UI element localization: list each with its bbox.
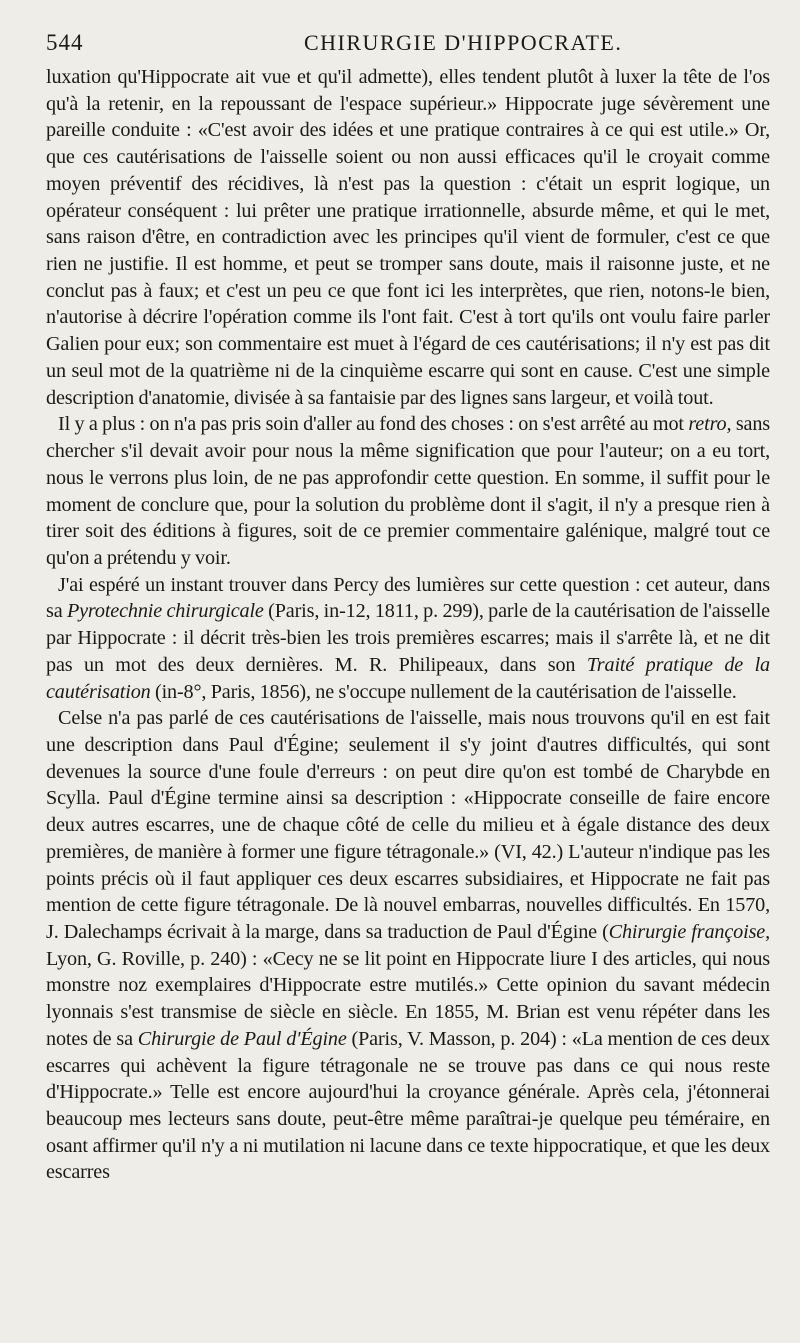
paragraph-text: luxation qu'Hippocrate ait vue et qu'il admette), elles tendent plutôt à luxer la tête de l'os qu'à la retenir, en la repoussant de l'espace supérieur.» Hippocrate juge sévèrement une pareille conduite : «C'est avoir des idées et une pratique contraires à ce qui est utile.» Or, que ces cautérisations de l'aisselle soient ou non aussi efficaces qu'il le croyait comme moyen préventif des récidives, là n'est pas la question : c'était un esprit logique, un opérateur conséquent : lui prêter une pratique irrationnelle, absurde même, et qui le met, sans raison d'être, en contradiction avec les principes qu'il vient de formuler, c'est ce que rien ne justifie. Il est homme, et peut se tromper sans doute, mais il raisonne juste, et ne conclut pas à faux; et c'est un peu ce que font ici les interprètes, que rien, notons-le bien, n'autorise à décrire l'opération comme ils l'ont fait. C'est à tort qu'ils ont voulu faire parler Galien pour eux; son commentaire est muet à l'égard de ces cautérisations; il n'y est pas dit un seul mot de la quatrième ni de la cinquième escarre qui sont en cause. C'est une simple description d'anatomie, divisée à sa fantaisie par des lignes sans largeur, et voilà tout. — [46, 66, 770, 409]
paragraph-2 — [46, 411, 770, 571]
page-number: 544 — [46, 30, 84, 55]
page-header — [46, 30, 760, 60]
body-text — [46, 64, 770, 1186]
paragraph-text: (Paris, V. Masson, p. 204) : «La mention de ces deux escarres qui achèvent la figure tétragonale ne se trouve pas dans ce qui nous reste d'Hippocrate.» Telle est encore aujourd'hui la croyance générale. Après cela, j'étonnerai beaucoup mes lecteurs sans doute, peut-être même paraîtrai-je quelque peu téméraire, en osant affirmer qu'il n'y a ni mutilation ni lacune dans ce texte hippocratique, et que les deux escarres — [46, 1027, 770, 1184]
paragraph-text: (in-8°, Paris, 1856), ne s'occupe nullement de la cautérisation de l'aisselle. — [150, 680, 737, 703]
paragraph-text: Celse n'a pas parlé de ces cautérisations de l'aisselle, mais nous trouvons qu'il en est fait une description dans Paul d'Égine; seulement il s'y joint d'autres difficultés, qui sont devenues la source d'une foule d'erreurs : on peut dire qu'on est tombé de Charybde en Scylla. Paul d'Égine termine ainsi sa description : «Hippocrate conseille de faire encore deux autres escarres, une de chaque côté de celle du milieu et à égale distance des deux premières, de manière à former une figure tétragonale.» (VI, 42.) L'auteur n'indique pas les points précis où il faut appliquer ces deux escarres subsidiaires, et Hippocrate ne fait pas mention de cette figure tétragonale. De là nouvel embarras, nouvelles difficultés. En 1570, J. Dalechamps écrivait à la marge, dans sa traduction de Paul d'Égine ( — [46, 707, 770, 943]
paragraph-text: J'ai espéré un instant trouver dans Percy des lumières sur cette question : cet auteur, dans sa — [46, 573, 770, 623]
italic-title-text: Chirurgie de Paul d'Égine — [137, 1027, 347, 1050]
paragraph-text: Lyon, G. Roville, p. 240) : «Cecy ne se lit point en Hippocrate liure I des articles, qui nous monstre noz exemplaires d'Hippocrate estre mutilés.» Cette opinion du savant médecin lyonnais s'est transmise de siècle en siècle. En 1855, M. Brian est venu répéter dans les notes de sa — [46, 947, 770, 1050]
italic-title-text: Chirurgie françoise, — [608, 921, 770, 943]
paragraph-4 — [46, 705, 770, 1186]
italic-title-text: Traité pratique de la cautérisation — [46, 653, 770, 703]
running-title: CHIRURGIE D'HIPPOCRATE. — [304, 30, 623, 55]
paragraph-3 — [46, 572, 770, 706]
paragraph-text: sans chercher s'il devait avoir pour nous la même signification que pour l'auteur; on a eu tort, nous le verrons plus loin, de ne pas approfondir cette question. En somme, il suffit pour le moment de conclure que, pour la solution du problème dont il s'agit, il n'y a presque rien à tirer soit des éditions à figures, soit de ce premier commentaire galénique, malgré tout ce qu'on a prétendu y voir. — [46, 413, 770, 569]
italic-title-text: Pyrotechnie chirurgicale — [66, 600, 264, 623]
paragraph-1 — [46, 64, 770, 411]
paragraph-text: (Paris, in-12, 1811, p. 299), parle de la cautérisation de l'aisselle par Hippocrate : il décrit très-bien les trois premières escarres; mais il s'arrête là, et ne dit pas un mot des deux dernières. M. R. Philipeaux, dans son — [46, 600, 770, 676]
italic-title-text: retro, — [688, 413, 732, 436]
paragraph-text: Il y a plus : on n'a pas pris soin d'aller au fond des choses : on s'est arrêté au mot — [58, 413, 689, 436]
